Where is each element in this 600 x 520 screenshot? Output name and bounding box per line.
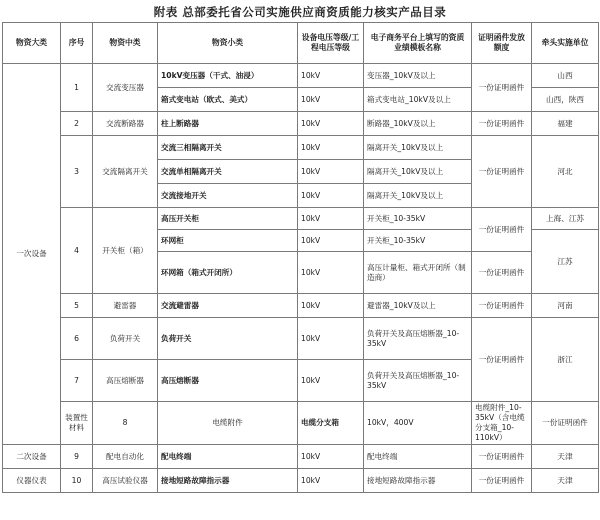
- quota: 一份证明函件: [472, 318, 532, 402]
- template-name: 隔离开关_10kV及以上: [364, 160, 472, 184]
- small-category: 交流避雷器: [158, 294, 298, 318]
- serial-number: 9: [61, 445, 93, 469]
- middle-category: 交流变压器: [93, 64, 158, 112]
- quota: 一份证明函件: [472, 445, 532, 469]
- template-name: 接地短路故障指示器: [364, 469, 472, 493]
- header-row: [3, 23, 599, 64]
- category-instruments: 仪器仪表: [3, 469, 61, 493]
- middle-category: 开关柜（箱）: [93, 208, 158, 294]
- serial-number: 5: [61, 294, 93, 318]
- middle-category: 配电自动化: [93, 445, 158, 469]
- lead-unit: 河南: [532, 294, 599, 318]
- voltage-level: 10kV，400V: [364, 402, 472, 445]
- quota: 一份证明函件: [472, 294, 532, 318]
- template-name: 变压器_10kV及以上: [364, 64, 472, 88]
- serial-number: 10: [61, 469, 93, 493]
- header-serial-number: 序号: [61, 23, 93, 64]
- header-major-category: 物资大类: [3, 23, 61, 64]
- category-primary-equipment: 一次设备: [3, 64, 61, 445]
- small-category: 接地短路故障指示器: [158, 469, 298, 493]
- small-category: 环网箱（箱式开闭所）: [158, 252, 298, 294]
- serial-number: 6: [61, 318, 93, 360]
- voltage-level: 10kV: [298, 208, 364, 230]
- small-category: 高压熔断器: [158, 360, 298, 402]
- template-name: 避雷器_10kV及以上: [364, 294, 472, 318]
- serial-number: 1: [61, 64, 93, 112]
- quota: 一份证明函件: [472, 208, 532, 252]
- voltage-level: 10kV: [298, 252, 364, 294]
- small-category: 交流单相隔离开关: [158, 160, 298, 184]
- lead-unit: 江苏: [532, 230, 599, 294]
- middle-category: 交流断路器: [93, 112, 158, 136]
- quota: 一份证明函件: [472, 469, 532, 493]
- small-category: 环网柜: [158, 230, 298, 252]
- header-lead-unit: 牵头实施单位: [532, 23, 599, 64]
- template-name: 隔离开关_10kV及以上: [364, 136, 472, 160]
- template-name: 高压计量柜、箱式开闭所（制造商）: [364, 252, 472, 294]
- middle-category: 负荷开关: [93, 318, 158, 360]
- voltage-level: 10kV: [298, 112, 364, 136]
- lead-unit: 浙江: [532, 318, 599, 402]
- voltage-level: 10kV: [298, 136, 364, 160]
- voltage-level: 10kV: [298, 318, 364, 360]
- template-name: 开关柜_10-35kV: [364, 208, 472, 230]
- small-category: 电缆分支箱: [298, 402, 364, 445]
- product-catalog-table: [2, 22, 599, 493]
- category-installation-material: 装置性材料: [61, 402, 93, 445]
- middle-category: 避雷器: [93, 294, 158, 318]
- header-middle-category: 物资中类: [93, 23, 158, 64]
- quota: 一份证明函件: [532, 402, 599, 445]
- header-quota: 证明函件发放额度: [472, 23, 532, 64]
- small-category: 10kV变压器（干式、油浸）: [158, 64, 298, 88]
- quota: 一份证明函件: [472, 112, 532, 136]
- voltage-level: 10kV: [298, 184, 364, 208]
- lead-unit: 山西，陕西: [532, 88, 599, 112]
- serial-number: 3: [61, 136, 93, 208]
- lead-unit: 山西: [532, 64, 599, 88]
- lead-unit: 福建: [532, 112, 599, 136]
- table-row: [3, 318, 599, 360]
- table-row: [3, 208, 599, 230]
- small-category: 箱式变电站（欧式、美式）: [158, 88, 298, 112]
- template-name: 负荷开关及高压熔断器_10-35kV: [364, 360, 472, 402]
- small-category: 配电终端: [158, 445, 298, 469]
- quota: 一份证明函件: [472, 64, 532, 112]
- serial-number: 4: [61, 208, 93, 294]
- template-name: 开关柜_10-35kV: [364, 230, 472, 252]
- lead-unit: 上海、江苏: [532, 208, 599, 230]
- voltage-level: 10kV: [298, 230, 364, 252]
- category-secondary-equipment: 二次设备: [3, 445, 61, 469]
- serial-number: 2: [61, 112, 93, 136]
- voltage-level: 10kV: [298, 160, 364, 184]
- voltage-level: 10kV: [298, 294, 364, 318]
- serial-number: 8: [93, 402, 158, 445]
- voltage-level: 10kV: [298, 64, 364, 88]
- voltage-level: 10kV: [298, 360, 364, 402]
- template-name: 电缆附件_10-35kV（含电缆分支箱_10-110kV）: [472, 402, 532, 445]
- serial-number: 7: [61, 360, 93, 402]
- lead-unit: 河北: [532, 136, 599, 208]
- middle-category: 电缆附件: [158, 402, 298, 445]
- header-voltage-level: 设备电压等级/工程电压等级: [298, 23, 364, 64]
- table-row: [3, 445, 599, 469]
- template-name: 箱式变电站_10kV及以上: [364, 88, 472, 112]
- header-template-name: 电子商务平台上填写的资质业绩模板名称: [364, 23, 472, 64]
- table-row: [3, 64, 599, 88]
- small-category: 柱上断路器: [158, 112, 298, 136]
- middle-category: 高压试验仪器: [93, 469, 158, 493]
- table-row: [3, 294, 599, 318]
- middle-category: 高压熔断器: [93, 360, 158, 402]
- voltage-level: 10kV: [298, 469, 364, 493]
- template-name: 断路器_10kV及以上: [364, 112, 472, 136]
- header-small-category: 物资小类: [158, 23, 298, 64]
- voltage-level: 10kV: [298, 88, 364, 112]
- middle-category: 交流隔离开关: [93, 136, 158, 208]
- table-row: [3, 136, 599, 160]
- table-row: [3, 469, 599, 493]
- template-name: 负荷开关及高压熔断器_10-35kV: [364, 318, 472, 360]
- small-category: 交流接地开关: [158, 184, 298, 208]
- small-category: 高压开关柜: [158, 208, 298, 230]
- small-category: 负荷开关: [158, 318, 298, 360]
- small-category: 交流三相隔离开关: [158, 136, 298, 160]
- lead-unit: 天津: [532, 469, 599, 493]
- table-row: [3, 402, 599, 445]
- document-title: 附表 总部委托省公司实施供应商资质能力核实产品目录: [153, 5, 447, 19]
- quota: 一份证明函件: [472, 136, 532, 208]
- lead-unit: 天津: [532, 445, 599, 469]
- template-name: 隔离开关_10kV及以上: [364, 184, 472, 208]
- quota: 一份证明函件: [472, 252, 532, 294]
- template-name: 配电终端: [364, 445, 472, 469]
- voltage-level: 10kV: [298, 445, 364, 469]
- table-row: [3, 112, 599, 136]
